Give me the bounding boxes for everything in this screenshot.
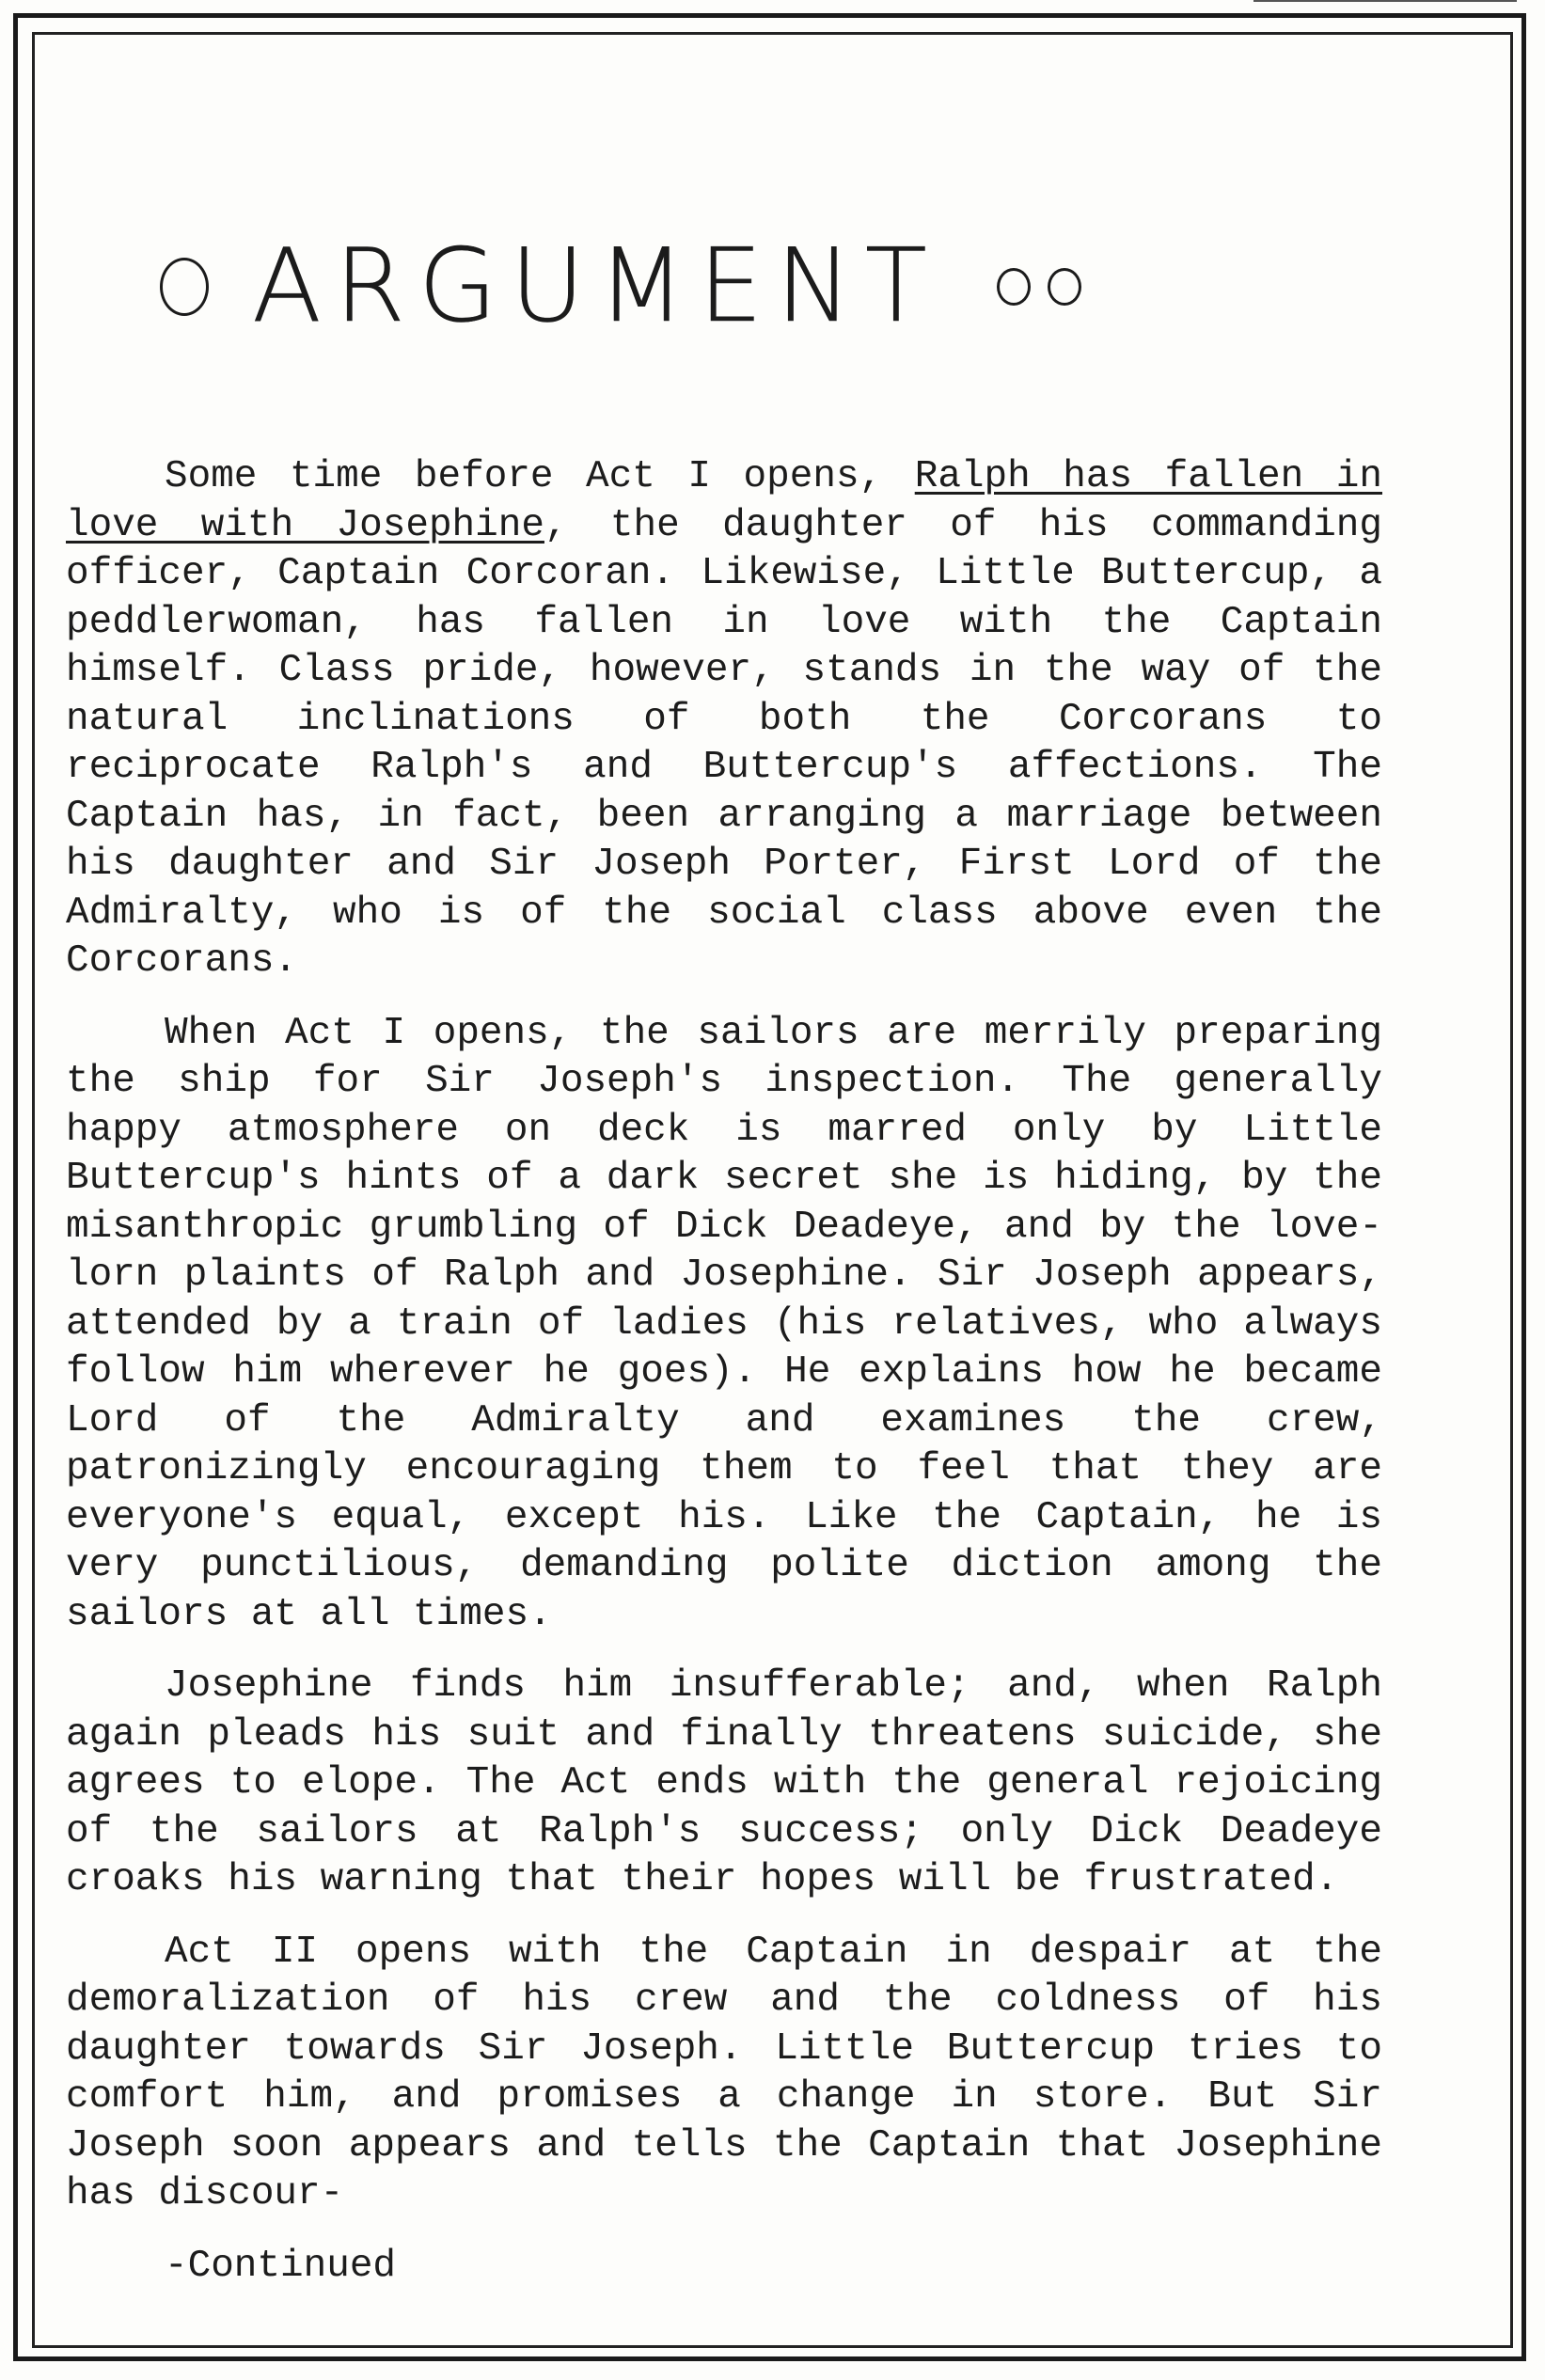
paragraph-3: Josephine finds him insufferable; and, when Ralph again pleads his suit and finally threatens suicide, she agrees to elope. The Act ends with the general rejoicing of the sailors at Ralph's success; only Dick Deadeye croaks his warning that their hopes will be frustrated. bbox=[66, 1664, 1382, 1901]
paragraph-2: When Act I opens, the sailors are merrily preparing the ship for Sir Joseph's inspection. The generally happy atmosphere on deck is marred only by Little Buttercup's hints of a dark secret she is hiding, by the misanthropic grumbling of Dick Deadeye, and by the love-lorn plaints of Ralph and Josephine. Sir Joseph appears, attended by a train of ladies (his relatives, who always follow him wherever he goes). He explains how he became Lord of the Admiralty and examines the crew, patronizingly encouraging them to feel that they are everyone's equal, except his. Like the Captain, he is very punctilious, demanding polite diction among the sailors at all times. bbox=[66, 1011, 1382, 1636]
document-body bbox=[66, 453, 1382, 2314]
paragraph-1 bbox=[66, 453, 1382, 986]
paragraph-1-before: Some time before Act I opens, bbox=[165, 455, 883, 498]
circle-ornament-right-2 bbox=[1048, 268, 1081, 306]
paragraph-1-after: , the daughter of his commanding officer, Captain Corcoran. Likewise, Little Buttercup, a peddlerwoman, has fallen in love with the Captain himself. Class pride, however, stands in the way of the natural inclinations of both the Corcorans to reciprocate Ralph's and Buttercup's affections. The Captain has, in fact, been arranging a marriage between his daughter and Sir Joseph Porter, First Lord of the Admiralty, who is of the social class above even the Corcorans. bbox=[66, 503, 1383, 983]
circle-ornament-left bbox=[160, 258, 209, 316]
circle-ornament-right-1 bbox=[997, 268, 1031, 306]
page-heading bbox=[160, 226, 1288, 348]
paragraph-1-underlined: Ralph has fallen in love with Josephine bbox=[66, 455, 1382, 547]
continued-label: -Continued bbox=[165, 2244, 397, 2288]
scan-edge-mark bbox=[1253, 0, 1517, 8]
paragraph-4: Act II opens with the Captain in despair at the demoralization of his crew and the coldness of his daughter towards Sir Joseph. Little Buttercup tries to comfort him, and promises a change in store. But Sir Joseph soon appears and tells the Captain that Josephine has discour- bbox=[66, 1930, 1382, 2215]
heading-text: ARGUMENT bbox=[252, 228, 940, 345]
